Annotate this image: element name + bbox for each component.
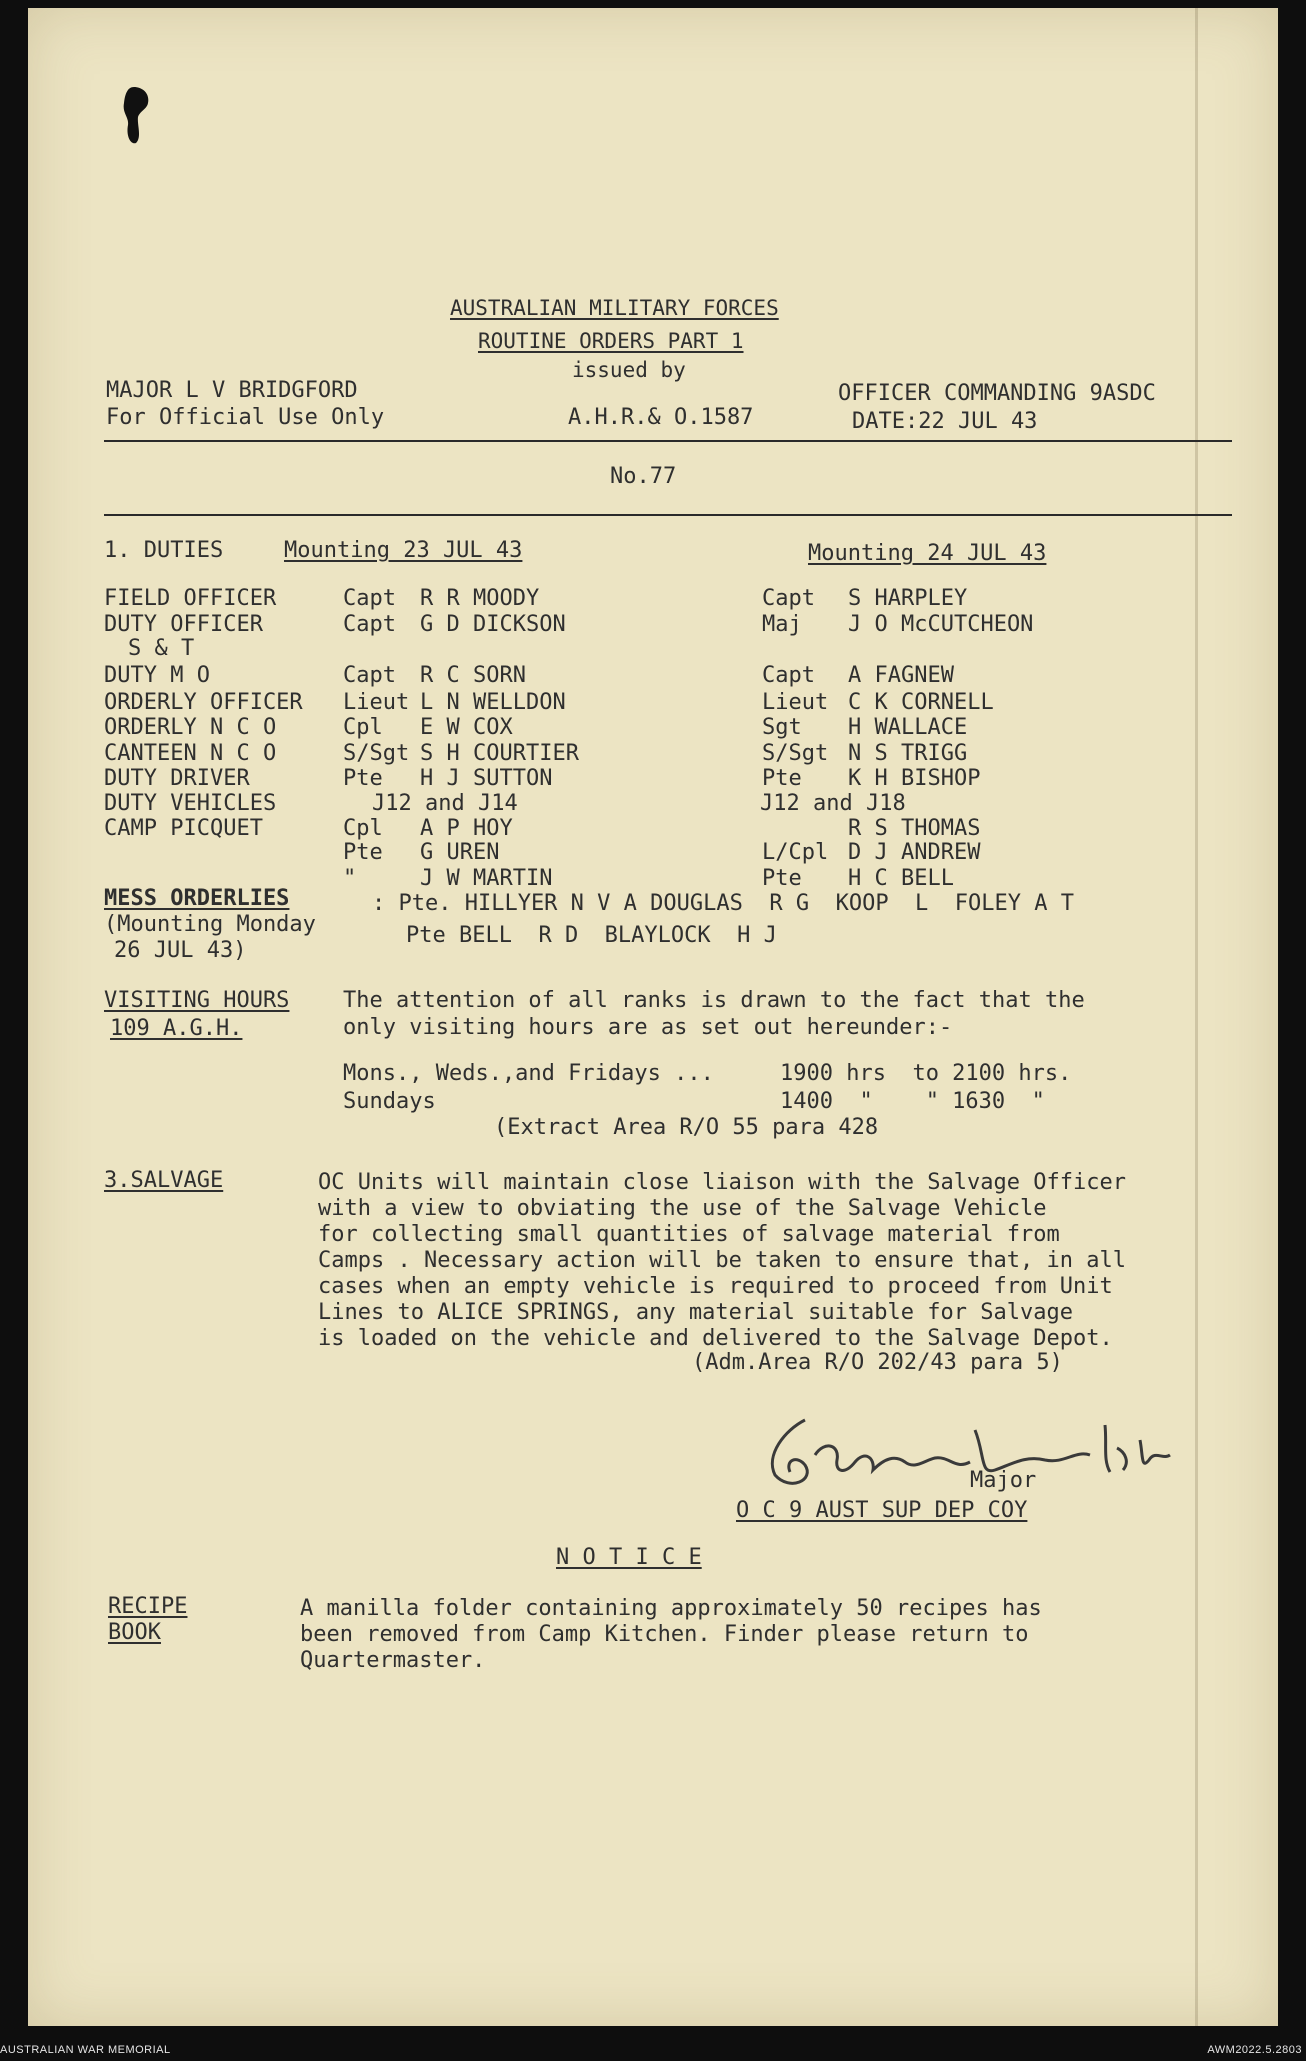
document-subtitle: ROUTINE ORDERS PART 1 — [478, 329, 744, 353]
duty-rank-2: Maj — [762, 612, 802, 637]
visiting-sunday-times: 1400 " " 1630 " — [780, 1089, 1045, 1114]
salvage-line: OC Units will maintain close liaison with the Salvage Officer — [318, 1170, 1126, 1195]
mess-label: MESS ORDERLIES — [104, 886, 290, 911]
duty-rank-2: S/Sgt — [762, 741, 829, 766]
duty-rank-2: Pte — [762, 866, 802, 891]
duty-rank-1: Capt — [343, 612, 396, 637]
duty-name-2: K H BISHOP — [848, 766, 981, 791]
salvage-line: for collecting small quantities of salvage material from — [318, 1222, 1060, 1247]
order-reference: A.H.R.& O.1587 — [568, 405, 754, 430]
duty-name-2: H WALLACE — [848, 715, 968, 740]
duty-rank-1: Cpl — [343, 715, 383, 740]
duty-rank-1: Cpl — [343, 816, 383, 841]
order-number: No.77 — [610, 464, 677, 489]
duty-rank-1: " — [343, 866, 357, 891]
duty-name-2: D J ANDREW — [848, 840, 981, 865]
duty-name-1: A P HOY — [420, 816, 513, 841]
duty-rank-2: Sgt — [762, 715, 802, 740]
duty-name-1: R R MOODY — [420, 586, 540, 611]
salvage-line: is loaded on the vehicle and delivered to the Salvage Depot. — [318, 1326, 1113, 1351]
duty-name-1: L N WELLDON — [420, 690, 566, 715]
notice-label: RECIPE — [108, 1594, 188, 1619]
signatory-rank: Major — [970, 1468, 1037, 1493]
issued-by: issued by — [572, 358, 686, 382]
duty-role: S & T — [128, 636, 195, 661]
salvage-line: with a view to obviating the use of the Salvage Vehicle — [318, 1196, 1047, 1221]
duty-rank-2: Capt — [762, 663, 815, 688]
notice-line: Quartermaster. — [300, 1648, 486, 1673]
duty-role: FIELD OFFICER — [104, 586, 277, 611]
handwritten-signature — [745, 1400, 1215, 1510]
mess-mounting: (Mounting Monday — [104, 912, 316, 937]
duty-role: ORDERLY N C O — [104, 715, 277, 740]
duty-name-2: J12 and J18 — [760, 791, 906, 816]
duty-rank-2: Capt — [762, 586, 815, 611]
duty-name-1: S H COURTIER — [420, 741, 579, 766]
duty-name-2: R S THOMAS — [848, 816, 981, 841]
duties-label: 1. DUTIES — [104, 538, 224, 563]
visiting-sunday-days: Sundays — [343, 1089, 436, 1114]
duty-name-2: N S TRIGG — [848, 741, 968, 766]
salvage-line: cases when an empty vehicle is required to proceed from Unit — [318, 1274, 1113, 1299]
page-fold — [1195, 8, 1198, 2026]
mess-date: 26 JUL 43) — [114, 938, 247, 963]
duty-name-2: C K CORNELL — [848, 690, 994, 715]
duty-name-1: R C SORN — [420, 663, 526, 688]
notice-line: been removed from Camp Kitchen. Finder please return to — [300, 1622, 1029, 1647]
duty-rank-1: Capt — [343, 586, 396, 611]
duty-name-2: S HARPLEY — [848, 586, 968, 611]
duty-role: DUTY DRIVER — [104, 766, 250, 791]
duty-role: DUTY OFFICER — [104, 612, 263, 637]
duty-role: DUTY VEHICLES — [104, 791, 277, 816]
notice-line: A manilla folder containing approximately 50 recipes has — [300, 1596, 1042, 1621]
duty-name-1: J12 and J14 — [372, 791, 518, 816]
duty-rank-1: Pte — [343, 840, 383, 865]
order-date: DATE:22 JUL 43 — [852, 409, 1038, 434]
issuer-name: MAJOR L V BRIDGFORD — [106, 378, 358, 403]
mounting-header-1: Mounting 23 JUL 43 — [284, 538, 523, 563]
duty-rank-1: Lieut — [343, 690, 410, 715]
duty-rank-2: L/Cpl — [762, 840, 829, 865]
document-title: AUSTRALIAN MILITARY FORCES — [450, 296, 779, 320]
duty-role: DUTY M O — [104, 663, 210, 688]
duty-role: CANTEEN N C O — [104, 741, 277, 766]
divider — [104, 440, 1232, 442]
duty-rank-1: Pte — [343, 766, 383, 791]
visiting-extract: (Extract Area R/O 55 para 428 — [494, 1115, 879, 1140]
divider — [104, 514, 1232, 516]
duty-rank-2: Lieut — [762, 690, 829, 715]
duty-name-1: H J SUTTON — [420, 766, 553, 791]
duty-name-2: J O McCUTCHEON — [848, 612, 1034, 637]
visiting-text-1: The attention of all ranks is drawn to the fact that the — [343, 988, 1085, 1013]
classification: For Official Use Only — [106, 405, 385, 430]
salvage-line: Camps . Necessary action will be taken to ensure that, in all — [318, 1248, 1126, 1273]
duty-role: CAMP PICQUET — [104, 816, 263, 841]
signatory-unit: O C 9 AUST SUP DEP COY — [736, 1498, 1028, 1523]
notice-heading: N O T I C E — [556, 1545, 702, 1570]
visiting-unit: 109 A.G.H. — [110, 1016, 243, 1041]
salvage-reference: (Adm.Area R/O 202/43 para 5) — [692, 1350, 1063, 1375]
duty-name-2: H C BELL — [848, 866, 954, 891]
duty-name-1: G UREN — [420, 840, 500, 865]
duty-name-1: E W COX — [420, 715, 513, 740]
duty-rank-1: S/Sgt — [343, 741, 410, 766]
visiting-weekday-times: 1900 hrs to 2100 hrs. — [780, 1061, 1072, 1086]
mounting-header-2: Mounting 24 JUL 43 — [808, 541, 1047, 566]
officer-commanding: OFFICER COMMANDING 9ASDC — [838, 381, 1156, 406]
archive-reference: AWM2022.5.2803 — [1207, 2044, 1302, 2056]
duty-name-1: J W MARTIN — [420, 866, 553, 891]
punch-hole-icon — [120, 85, 152, 145]
duty-rank-1: Capt — [343, 663, 396, 688]
salvage-label: 3.SALVAGE — [104, 1168, 224, 1193]
visiting-label: VISITING HOURS — [104, 988, 290, 1013]
mess-orderlies-line1: : Pte. HILLYER N V A DOUGLAS R G KOOP L FOLEY A T — [372, 891, 1074, 916]
mess-orderlies-line2: Pte BELL R D BLAYLOCK H J — [406, 923, 777, 948]
duty-name-1: G D DICKSON — [420, 612, 566, 637]
duty-name-2: A FAGNEW — [848, 663, 954, 688]
notice-label-2: BOOK — [108, 1620, 161, 1645]
salvage-line: Lines to ALICE SPRINGS, any material suitable for Salvage — [318, 1300, 1073, 1325]
duty-role: ORDERLY OFFICER — [104, 690, 303, 715]
visiting-text-2: only visiting hours are as set out hereunder:- — [343, 1015, 953, 1040]
duty-rank-2: Pte — [762, 766, 802, 791]
archive-credit: AUSTRALIAN WAR MEMORIAL — [0, 2044, 171, 2056]
visiting-weekday-days: Mons., Weds.,and Fridays ... — [343, 1061, 714, 1086]
